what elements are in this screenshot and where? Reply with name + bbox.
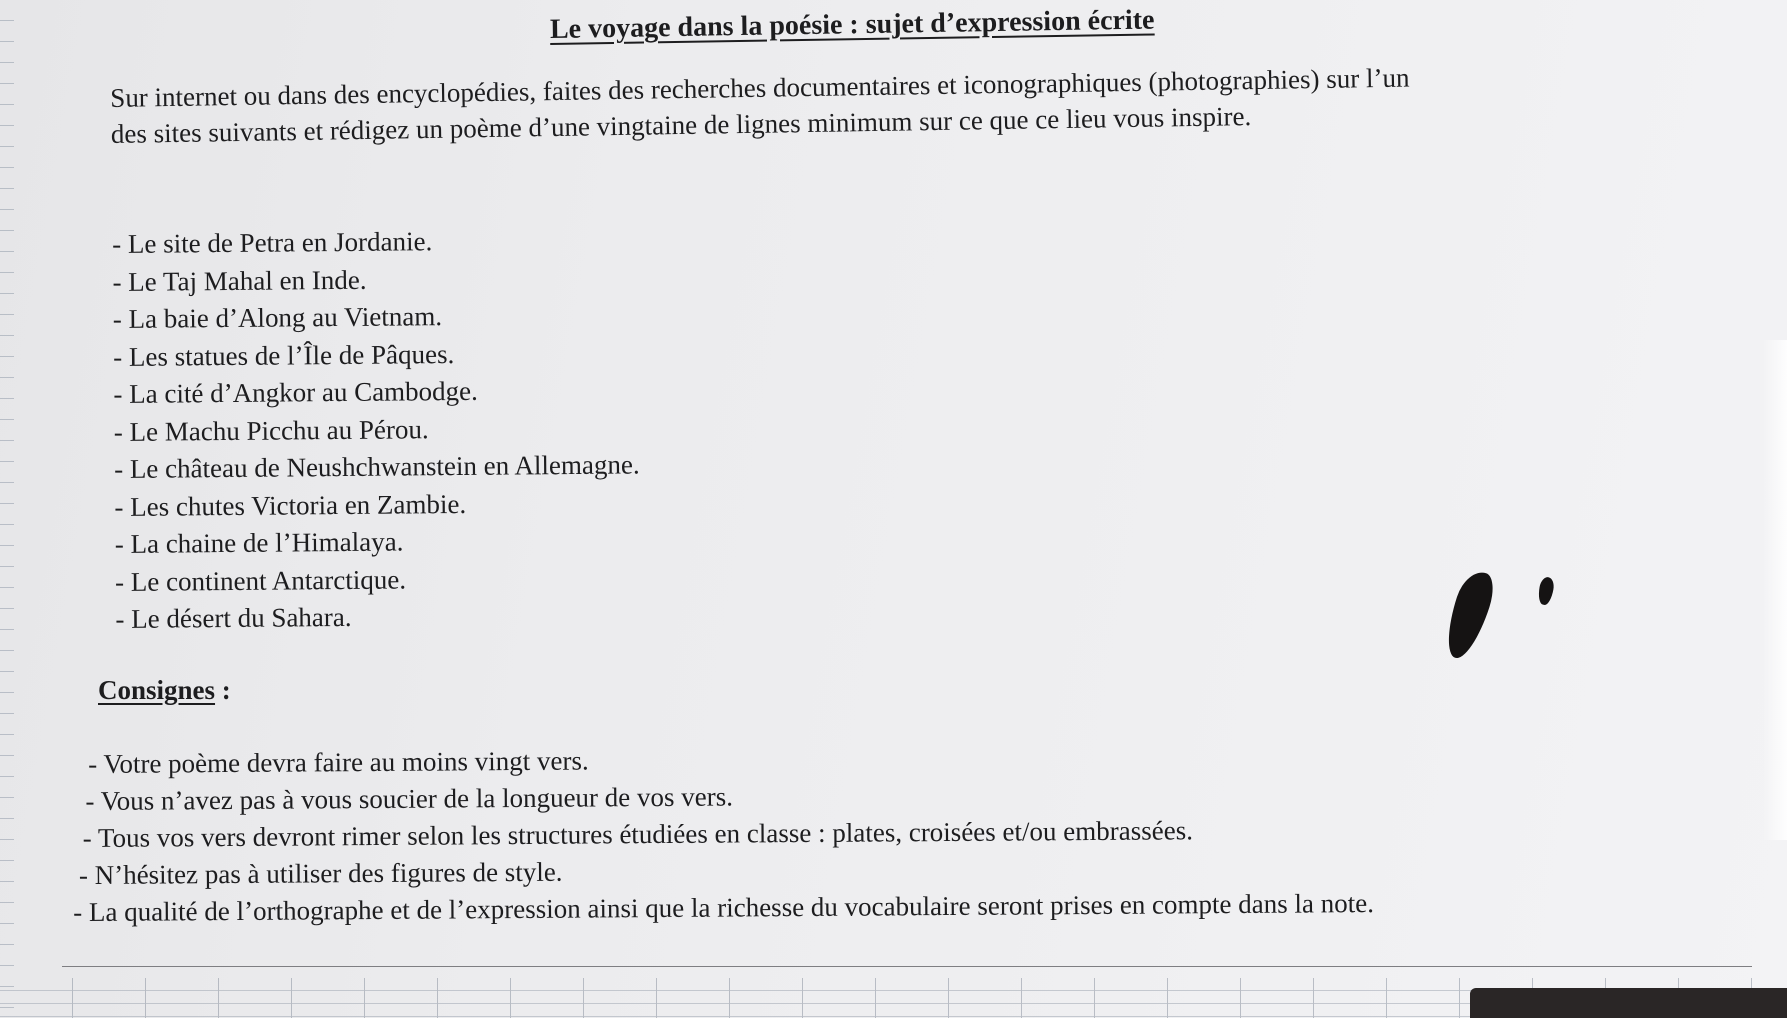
punch-hole bbox=[1537, 576, 1556, 606]
list-item: - Votre poème devra faire au moins vingt vers. bbox=[88, 745, 589, 779]
list-item: - La qualité de l’orthographe et de l’expression ainsi que la richesse du vocabulaire seront prises en compte dans la note. bbox=[73, 888, 1375, 928]
list-item: - Le continent Antarctique. bbox=[114, 563, 407, 597]
background-table-corner bbox=[1470, 988, 1787, 1018]
consignes-heading-text: Consignes bbox=[98, 675, 216, 705]
page-edge-highlight bbox=[1763, 340, 1787, 840]
bottom-divider bbox=[62, 966, 1752, 967]
page-title: Le voyage dans la poésie : sujet d’expression écrite bbox=[549, 4, 1155, 45]
sites-list bbox=[112, 221, 641, 638]
list-item: - La cité d’Angkor au Cambodge. bbox=[113, 375, 478, 409]
instructions-paragraph bbox=[110, 54, 1751, 152]
list-item: - La chaine de l’Himalaya. bbox=[114, 526, 404, 559]
consignes-heading-colon: : bbox=[215, 675, 231, 705]
list-item: - La baie d’Along au Vietnam. bbox=[112, 301, 443, 334]
list-item: - Les chutes Victoria en Zambie. bbox=[114, 488, 467, 522]
instructions-line: Sur internet ou dans des encyclopédies, faites des recherches documentaires et iconographiques (photographies) sur l’un bbox=[110, 62, 1410, 113]
list-item: - Vous n’avez pas à vous soucier de la longueur de vos vers. bbox=[85, 781, 734, 817]
punch-hole bbox=[1439, 567, 1499, 663]
list-item: - Tous vos vers devront rimer selon les structures étudiées en classe : plates, croisées et/ou embrassées. bbox=[82, 815, 1194, 854]
instructions-line: des sites suivants et rédigez un poème d’une vingtaine de lignes minimum sur ce que ce lieu vous inspire. bbox=[110, 101, 1252, 149]
list-item: - Le désert du Sahara. bbox=[115, 601, 352, 634]
list-item: - Le Machu Picchu au Pérou. bbox=[113, 413, 429, 447]
consignes-heading bbox=[98, 675, 231, 706]
list-item: - Le Taj Mahal en Inde. bbox=[112, 264, 367, 297]
binder-margin-lines bbox=[0, 0, 14, 1018]
consignes-list bbox=[73, 737, 1375, 931]
list-item: - N’hésitez pas à utiliser des figures de style. bbox=[78, 856, 563, 891]
list-item: - Le château de Neushchwanstein en Allemagne. bbox=[113, 449, 640, 484]
list-item: - Le site de Petra en Jordanie. bbox=[112, 226, 433, 259]
list-item: - Les statues de l’Île de Pâques. bbox=[113, 338, 455, 372]
